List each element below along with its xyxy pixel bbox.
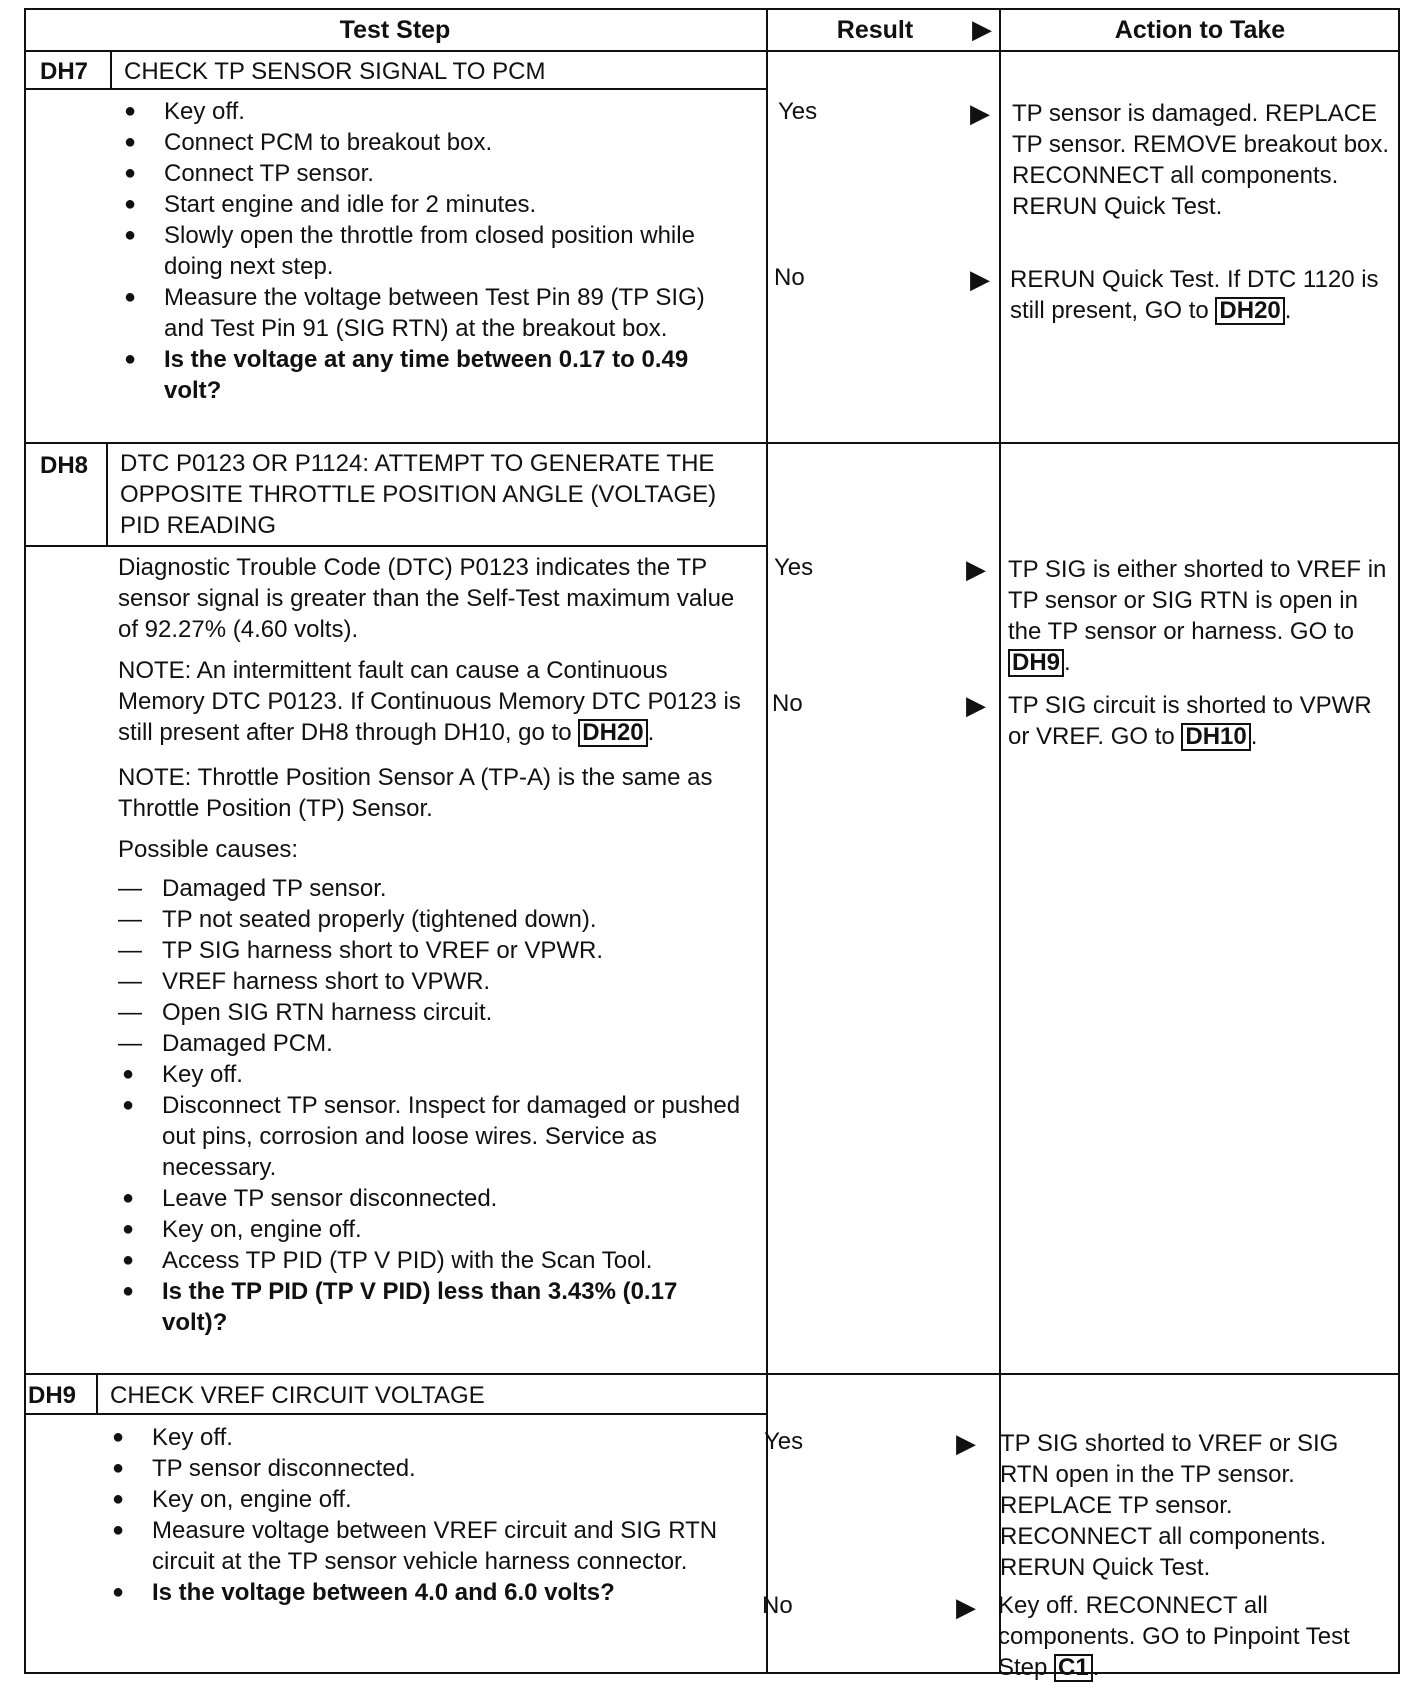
list-item: ● Key off. [108,1422,748,1453]
triangle-right-icon: ▶ [966,554,986,584]
list-item: — VREF harness short to VPWR. [118,966,748,997]
row-divider-dh8 [24,1373,1400,1375]
result-yes-dh9: Yes [764,1428,804,1455]
list-item: ● TP sensor disconnected. [108,1453,748,1484]
list-item: — TP not seated properly (tightened down). [118,904,748,935]
step-reference-link[interactable]: DH10 [1181,723,1250,751]
list-item: — TP SIG harness short to VREF or VPWR. [118,935,748,966]
list-item: — Damaged TP sensor. [118,873,748,904]
step-id-divider-dh9 [96,1375,98,1413]
note-paragraph: NOTE: Throttle Position Sensor A (TP-A) is the same as Throttle Position (TP) Sensor. [118,764,713,822]
step-body-dh8 [118,552,748,1338]
action-text: TP SIG is either shorted to VREF in TP sensor or SIG RTN is open in the TP sensor or harness. GO to [1008,556,1387,645]
step-title-underline-dh8 [24,545,766,547]
question-item: ● Is the voltage at any time between 0.17 to 0.49 volt? [120,344,740,406]
question-item: ● Is the voltage between 4.0 and 6.0 volts? [108,1577,748,1608]
action-no-dh8 [1008,690,1388,752]
row-divider-dh7 [24,442,1400,444]
action-yes-dh9: TP SIG shorted to VREF or SIG RTN open in the TP sensor. REPLACE TP sensor. RECONNECT all components. RERUN Quick Test. [1000,1430,1339,1581]
causes-label: Possible causes: [118,836,299,863]
triangle-right-icon: ▶ [970,98,990,128]
list-item: ● Disconnect TP sensor. Inspect for damaged or pushed out pins, corrosion and loose wires. Service as necessary. [118,1090,748,1183]
step-id-divider-dh7 [110,52,112,88]
list-item: ● Connect TP sensor. [120,158,740,189]
list-item: — Damaged PCM. [118,1028,748,1059]
action-text-end: . [1064,649,1071,676]
list-item: — Open SIG RTN harness circuit. [118,997,748,1028]
step-id-divider-dh8 [106,444,108,546]
causes-list [118,873,748,1059]
action-no-dh7 [1010,264,1395,326]
step-reference-link[interactable]: DH20 [578,719,647,747]
column-divider-action [999,8,1001,1674]
step-id-dh7: DH7 [40,58,89,85]
result-yes-dh7: Yes [778,98,818,125]
header-action-to-take: Action to Take [1114,16,1286,44]
list-item: ● Connect PCM to breakout box. [120,127,740,158]
action-text: RERUN Quick Test. If DTC 1120 is still present, GO to [1010,266,1379,324]
triangle-right-icon: ▶ [972,14,992,44]
list-item: ● Access TP PID (TP V PID) with the Scan Tool. [118,1245,748,1276]
result-no-dh8: No [772,690,803,717]
result-no-dh9: No [762,1592,793,1619]
list-item: ● Slowly open the throttle from closed position while doing next step. [120,220,740,282]
action-text-end: . [1284,297,1292,324]
step-reference-link[interactable]: DH20 [1215,297,1284,325]
triangle-right-icon: ▶ [970,264,990,294]
triangle-right-icon: ▶ [966,690,986,720]
note-paragraph [118,655,748,748]
step-title-underline-dh9 [24,1413,766,1415]
procedure-list [118,1059,748,1338]
header-test-step: Test Step [339,16,451,44]
step-id-dh8: DH8 [40,452,89,479]
action-text: TP SIG circuit is shorted to VPWR or VREF. GO to [1008,692,1372,750]
triangle-right-icon: ▶ [956,1592,976,1622]
step-title-underline-dh7 [24,88,766,90]
step-id-dh9: DH9 [28,1382,77,1409]
list-item: ● Leave TP sensor disconnected. [118,1183,748,1214]
action-text-end: . [1250,723,1258,750]
list-item: ● Measure the voltage between Test Pin 89 (TP SIG) and Test Pin 91 (SIG RTN) at the breakout box. [120,282,740,344]
result-yes-dh8: Yes [774,554,814,581]
step-body-dh7 [120,96,740,406]
step-title-dh7: CHECK TP SENSOR SIGNAL TO PCM [124,58,546,85]
header-result: Result [836,16,914,44]
action-no-dh9 [998,1590,1368,1683]
note-text-end: . [647,719,655,746]
step-title-dh9: CHECK VREF CIRCUIT VOLTAGE [110,1382,485,1409]
note-text: NOTE: An intermittent fault can cause a Continuous Memory DTC P0123. If Continuous Memory DTC P0123 is still present after DH8 through DH10, go to [118,657,741,746]
list-item: ● Key on, engine off. [118,1214,748,1245]
list-item: ● Key on, engine off. [108,1484,748,1515]
step-body-dh9 [108,1422,748,1608]
description-paragraph: Diagnostic Trouble Code (DTC) P0123 indicates the TP sensor signal is greater than the Self-Test maximum value of 92.27% (4.60 volts). [118,554,735,643]
list-item: ● Key off. [120,96,740,127]
action-text-end: . [1092,1654,1100,1681]
question-item: ● Is the TP PID (TP V PID) less than 3.43% (0.17 volt)? [118,1276,748,1338]
result-no-dh7: No [774,264,805,291]
list-item: ● Key off. [118,1059,748,1090]
header-divider [24,50,1400,52]
step-reference-link[interactable]: DH9 [1008,649,1064,677]
action-text: Key off. RECONNECT all components. GO to Pinpoint Test Step [998,1592,1350,1681]
step-title-dh8: DTC P0123 OR P1124: ATTEMPT TO GENERATE THE OPPOSITE THROTTLE POSITION ANGLE (VOLTAGE) PID READING [120,450,717,539]
triangle-right-icon: ▶ [956,1428,976,1458]
list-item: ● Start engine and idle for 2 minutes. [120,189,740,220]
action-yes-dh7: TP sensor is damaged. REPLACE TP sensor. REMOVE breakout box. RECONNECT all components. RERUN Quick Test. [1012,100,1390,220]
step-reference-link[interactable]: C1 [1054,1654,1093,1682]
action-yes-dh8 [1008,554,1388,678]
list-item: ● Measure voltage between VREF circuit and SIG RTN circuit at the TP sensor vehicle harness connector. [108,1515,748,1577]
column-divider-result [766,8,768,1674]
